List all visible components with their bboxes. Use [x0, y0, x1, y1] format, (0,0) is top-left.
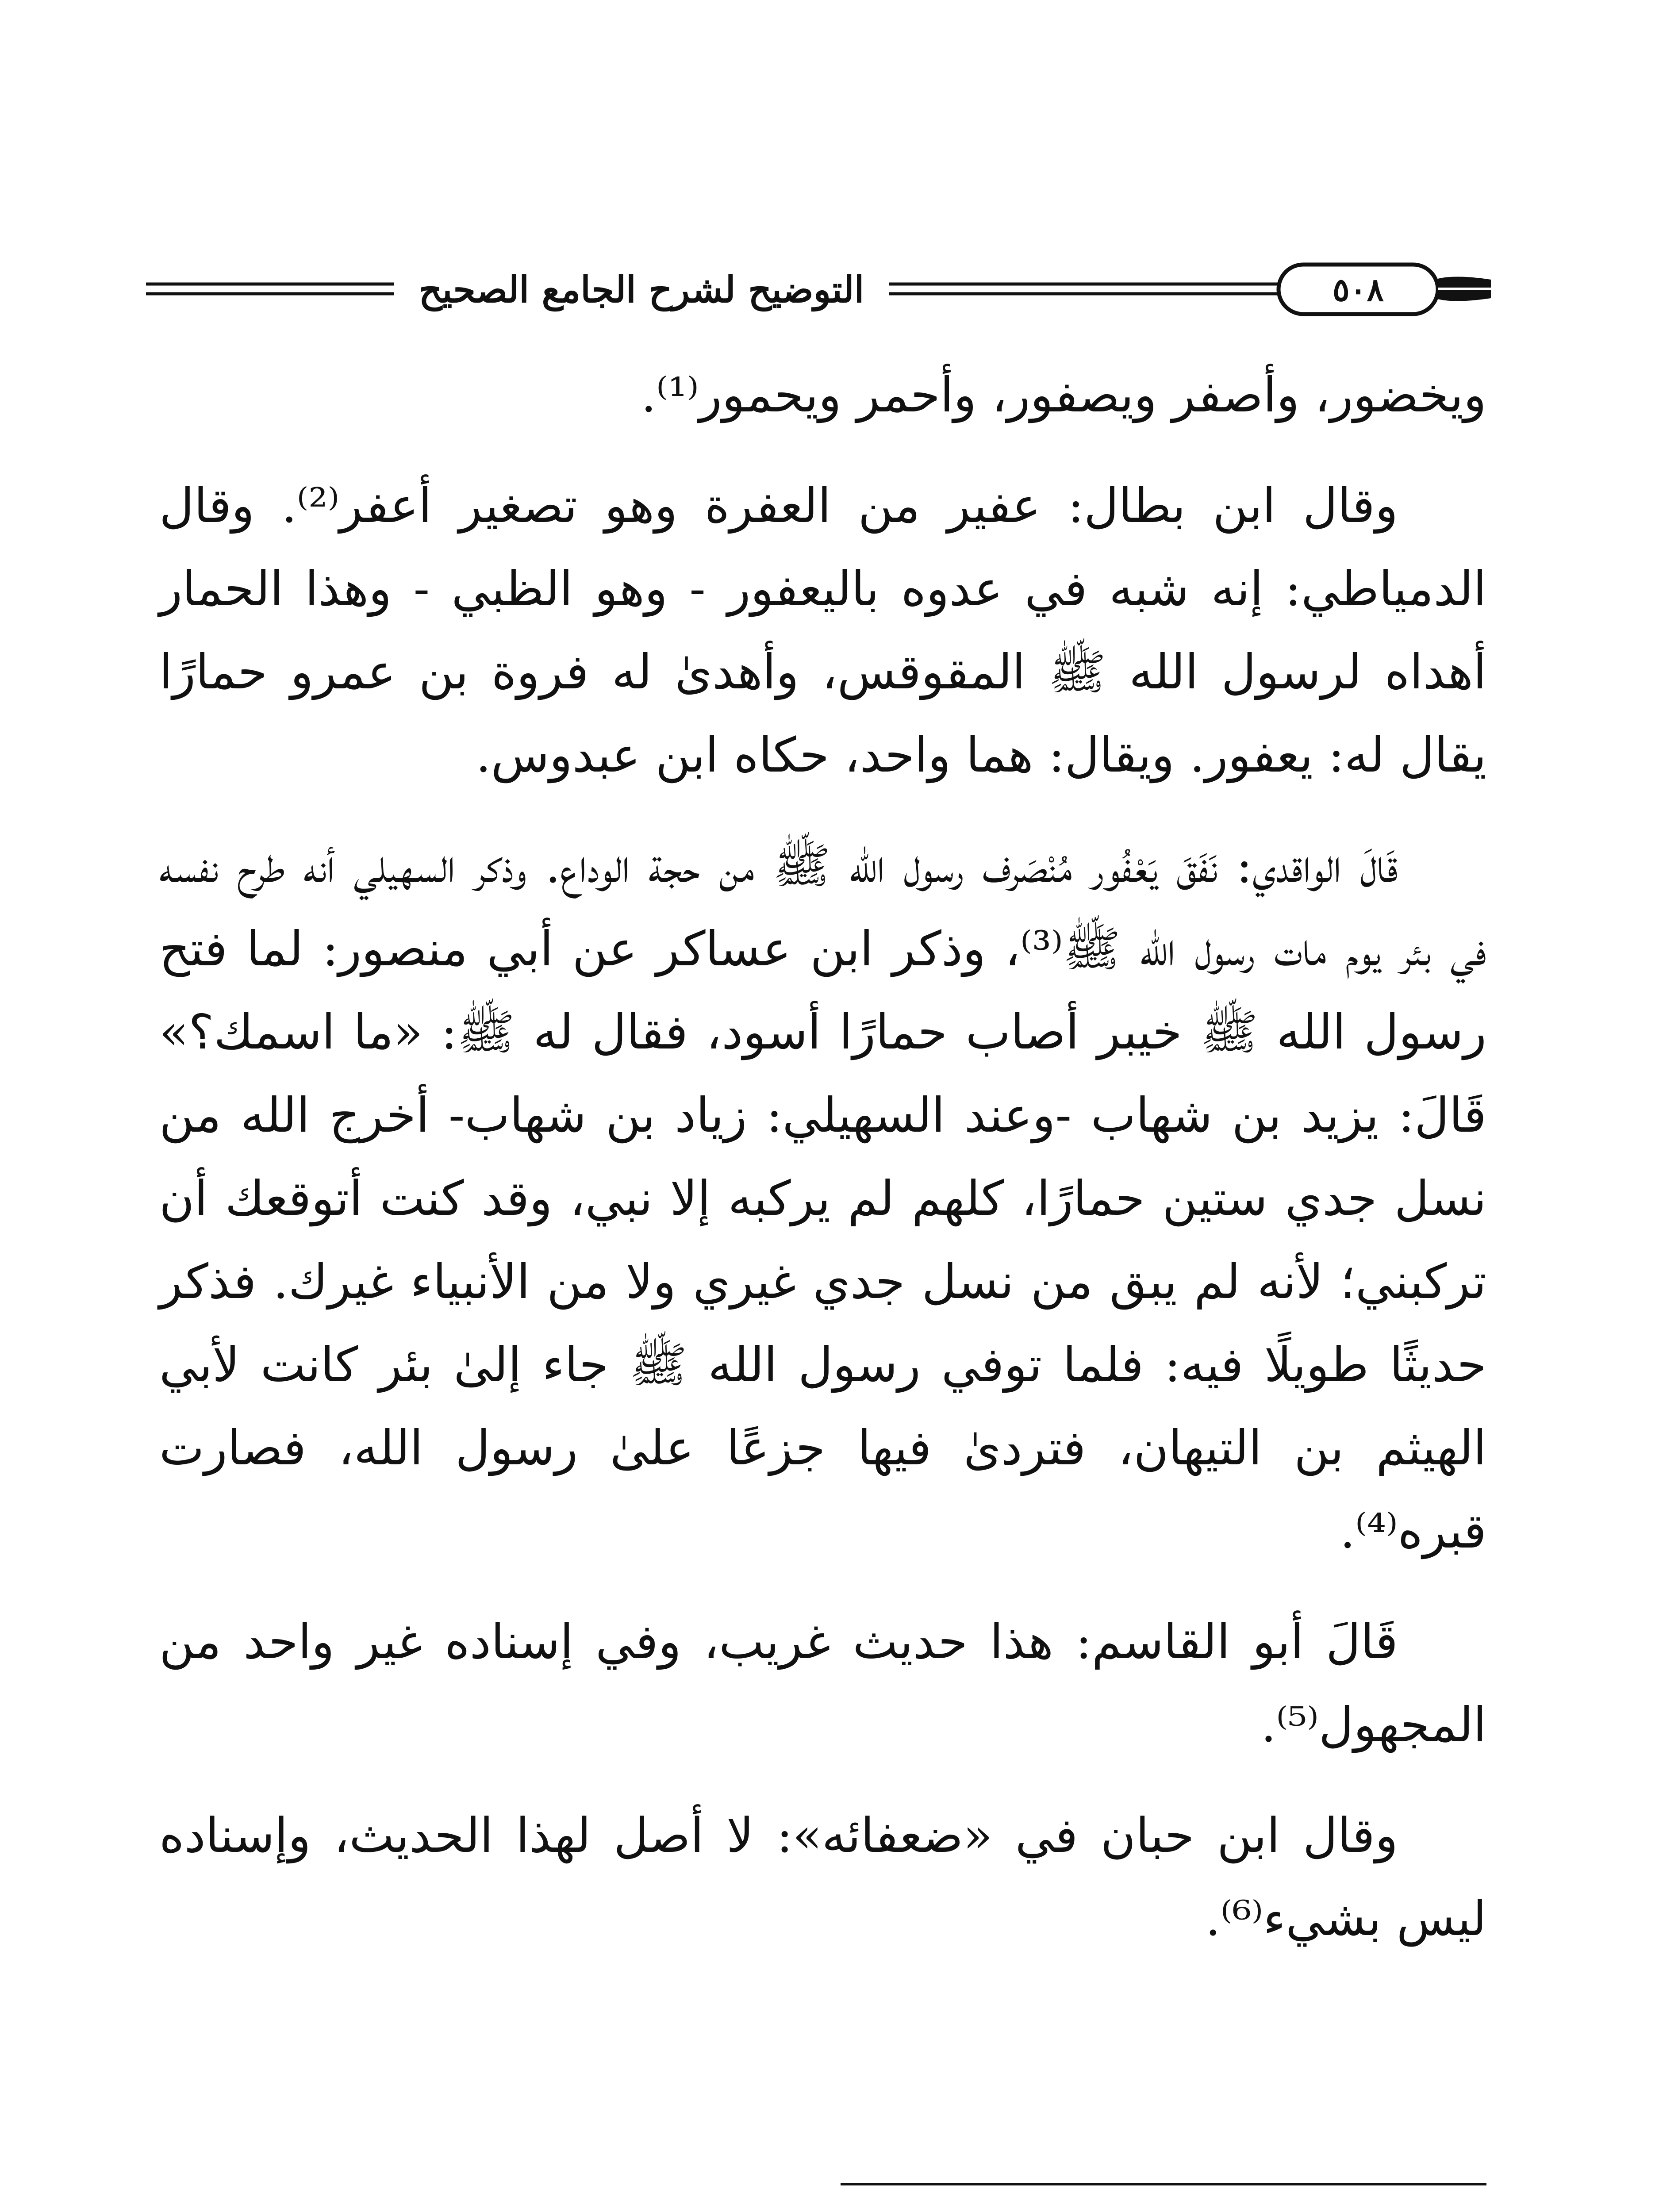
- paragraph: قَالَ الواقدي: نَفَقَ يَعْفُور مُنْصَرف رسول الله ﷺ من حجة الوداع. وذكر السهيلي أنه طرح نفسه في بئر يوم مات رسول الله ﷺ⁽³⁾، وذكر ابن عساكر عن أبي منصور: لما فتح رسول الله ﷺ خيبر أصاب حمارًا أسود، فقال له ﷺ: «ما اسمك؟» قَالَ: يزيد بن شهاب -وعند السهيلي: زياد بن شهاب- أخرج الله من نسل جدي ستين حمارًا، كلهم لم يركبه إلا نبي، وقد كنت أتوقعك أن تركبني؛ لأنه لم يبق من نسل جدي غيري ولا من الأنبياء غيرك. فذكر حديثًا طويلًا فيه: فلما توفي رسول الله ﷺ جاء إلىٰ بئر كانت لأبي الهيثم بن التيهان، فتردىٰ فيها جزعًا علىٰ رسول الله، فصارت قبره⁽⁴⁾.: [159, 838, 1487, 1559]
- running-header: [146, 248, 1491, 327]
- footnote-separator: [841, 2183, 1486, 2185]
- book-title: التوضيح لشرح الجامع الصحيح: [398, 261, 885, 319]
- main-text: [159, 354, 1486, 1988]
- paragraph: وقال ابن بطال: عفير من العفرة وهو تصغير أعفر⁽²⁾. وقال الدمياطي: إنه شبه في عدوه باليعفور - وهو الظبي - وهذا الحمار أهداه لرسول الله ﷺ المقوقس، وأهدىٰ له فروة بن عمرو حمارًا يقال له: يعفور. ويقال: هما واحد، حكاه ابن عبدوس.: [159, 478, 1487, 783]
- paragraph: قَالَ أبو القاسم: هذا حديث غريب، وفي إسناده غير واحد من المجهول⁽⁵⁾.: [159, 1614, 1486, 1753]
- paragraph: وقال ابن حبان في «ضعفائه»: لا أصل لهذا الحديث، وإسناده ليس بشيء⁽⁶⁾.: [159, 1808, 1486, 1947]
- page-number: ٥٠٨: [1332, 271, 1384, 308]
- paragraph: ويخضور، وأصفر ويصفور، وأحمر ويحمور⁽¹⁾.: [641, 368, 1486, 423]
